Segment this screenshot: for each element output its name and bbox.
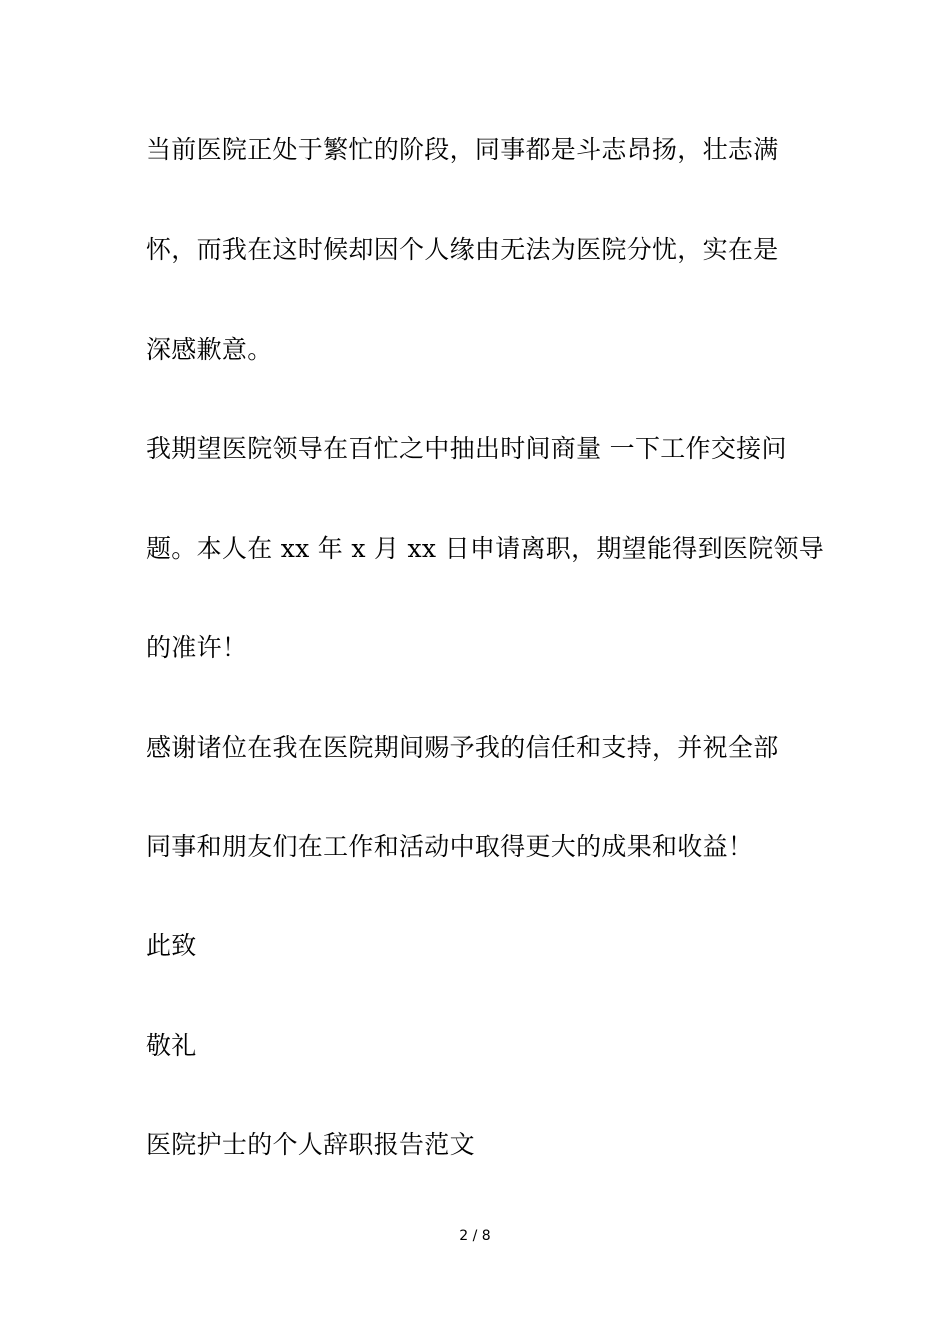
- paragraph-line-8: 同事和朋友们在工作和活动中取得更大的成果和收益！: [146, 832, 754, 861]
- closing-salutation: 此致: [146, 931, 197, 960]
- paragraph-line-7: 感谢诸位在我在医院期间赐予我的信任和支持，并祝全部: [146, 733, 779, 762]
- section-heading: 医院护士的个人辞职报告范文: [146, 1130, 475, 1159]
- paragraph-line-2: 怀，而我在这时候却因个人缘由无法为医院分忧，实在是: [146, 235, 779, 264]
- page-number: 2 / 8: [459, 1228, 491, 1244]
- paragraph-line-5: 题。本人在 xx 年 x 月 xx 日申请离职，期望能得到医院领导: [146, 534, 825, 563]
- paragraph-line-6: 的准许！: [146, 633, 248, 662]
- paragraph-line-1: 当前医院正处于繁忙的阶段，同事都是斗志昂扬，壮志满: [146, 135, 779, 164]
- closing-regards: 敬礼: [146, 1031, 197, 1060]
- paragraph-line-4: 我期望医院领导在百忙之中抽出时间商量 一下工作交接问: [146, 434, 787, 463]
- paragraph-line-3: 深感歉意。: [146, 335, 273, 364]
